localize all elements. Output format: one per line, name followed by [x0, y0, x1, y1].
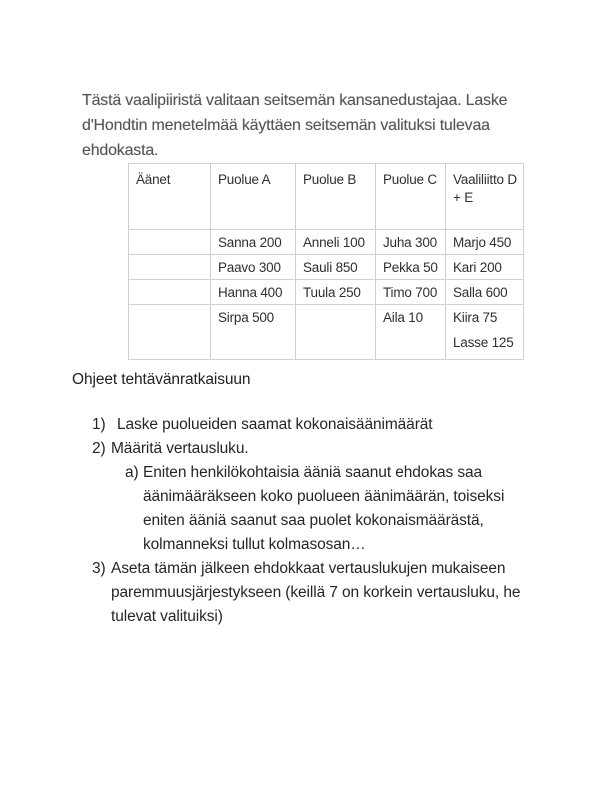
intro-line: ehdokasta. [82, 142, 159, 159]
instructions-title: Ohjeet tehtävänratkaisuun [72, 371, 251, 388]
list-item-1-text: Laske puolueiden saamat kokonaisäänimäärät [117, 416, 433, 433]
list-item-2-text: Määritä vertausluku. [111, 440, 249, 457]
list-item-3-marker: 3) [92, 560, 106, 577]
header-cell-aanet: Äänet [129, 164, 211, 230]
table-cell: Juha 300 [376, 230, 446, 255]
list-item-2-marker: 2) [92, 440, 106, 457]
table-cell: Anneli 100 [296, 230, 376, 255]
table-cell [129, 255, 211, 280]
table-cell: Pekka 50 [376, 255, 446, 280]
table-cell: Paavo 300 [211, 255, 296, 280]
table-cell: Sanna 200 [211, 230, 296, 255]
table-cell: Hanna 400 [211, 280, 296, 305]
table-cell-line: Kiira 75 [453, 310, 498, 325]
list-item-2a-text [143, 461, 504, 557]
list-item-3-text [111, 557, 520, 629]
list-item-1-marker: 1) [92, 416, 106, 433]
header-cell-puolue-a: Puolue A [211, 164, 296, 230]
table-header-row [129, 164, 524, 230]
instructions-list [92, 413, 572, 629]
intro-line: d'Hondtin menetelmää käyttäen seitsemän valituksi tulevaa [82, 117, 490, 134]
list-item-2a-line: Eniten henkilökohtaisia ääniä saanut ehdokas saa [143, 464, 483, 481]
list-item-3-line: paremmuusjärjestykseen (keillä 7 on korkein vertausluku, he [111, 584, 521, 601]
list-item-2a [125, 461, 572, 557]
table-cell [296, 305, 376, 360]
table-cell: Aila 10 [376, 305, 446, 360]
intro-paragraph [82, 88, 552, 163]
table-cell: Marjo 450 [446, 230, 524, 255]
list-item-2a-line: äänimääräkseen koko puolueen äänimäärän, toiseksi [143, 488, 505, 505]
list-item-2a-marker: a) [125, 464, 139, 481]
list-item-1 [92, 413, 572, 437]
list-item-3 [92, 557, 572, 629]
table-cell [129, 230, 211, 255]
votes-table [128, 163, 524, 360]
list-item-3-line: tulevat valituiksi) [111, 608, 223, 625]
table-cell: Tuula 250 [296, 280, 376, 305]
header-cell-puolue-c: Puolue C [376, 164, 446, 230]
table-row [129, 255, 524, 280]
table-cell [129, 305, 211, 360]
list-item-3-line: Aseta tämän jälkeen ehdokkaat vertauslukujen mukaiseen [111, 560, 506, 577]
header-cell-puolue-b: Puolue B [296, 164, 376, 230]
table-cell: Sirpa 500 [211, 305, 296, 360]
table-cell-line: Lasse 125 [453, 335, 514, 350]
list-item-2 [92, 437, 572, 461]
table-row [129, 280, 524, 305]
table-cell [446, 305, 524, 360]
intro-line: Tästä vaalipiiristä valitaan seitsemän kansanedustajaa. Laske [82, 92, 508, 109]
table-cell: Sauli 850 [296, 255, 376, 280]
list-item-2a-line: kolmanneksi tullut kolmasosan… [143, 536, 366, 553]
list-item-2a-line: eniten ääniä saanut saa puolet kokonaismäärästä, [143, 512, 484, 529]
table-cell [129, 280, 211, 305]
header-cell-vaaliliitto: Vaaliliitto D + E [446, 164, 524, 230]
table-row [129, 305, 524, 360]
table-cell: Timo 700 [376, 280, 446, 305]
table-cell: Salla 600 [446, 280, 524, 305]
table-cell: Kari 200 [446, 255, 524, 280]
table-row [129, 230, 524, 255]
